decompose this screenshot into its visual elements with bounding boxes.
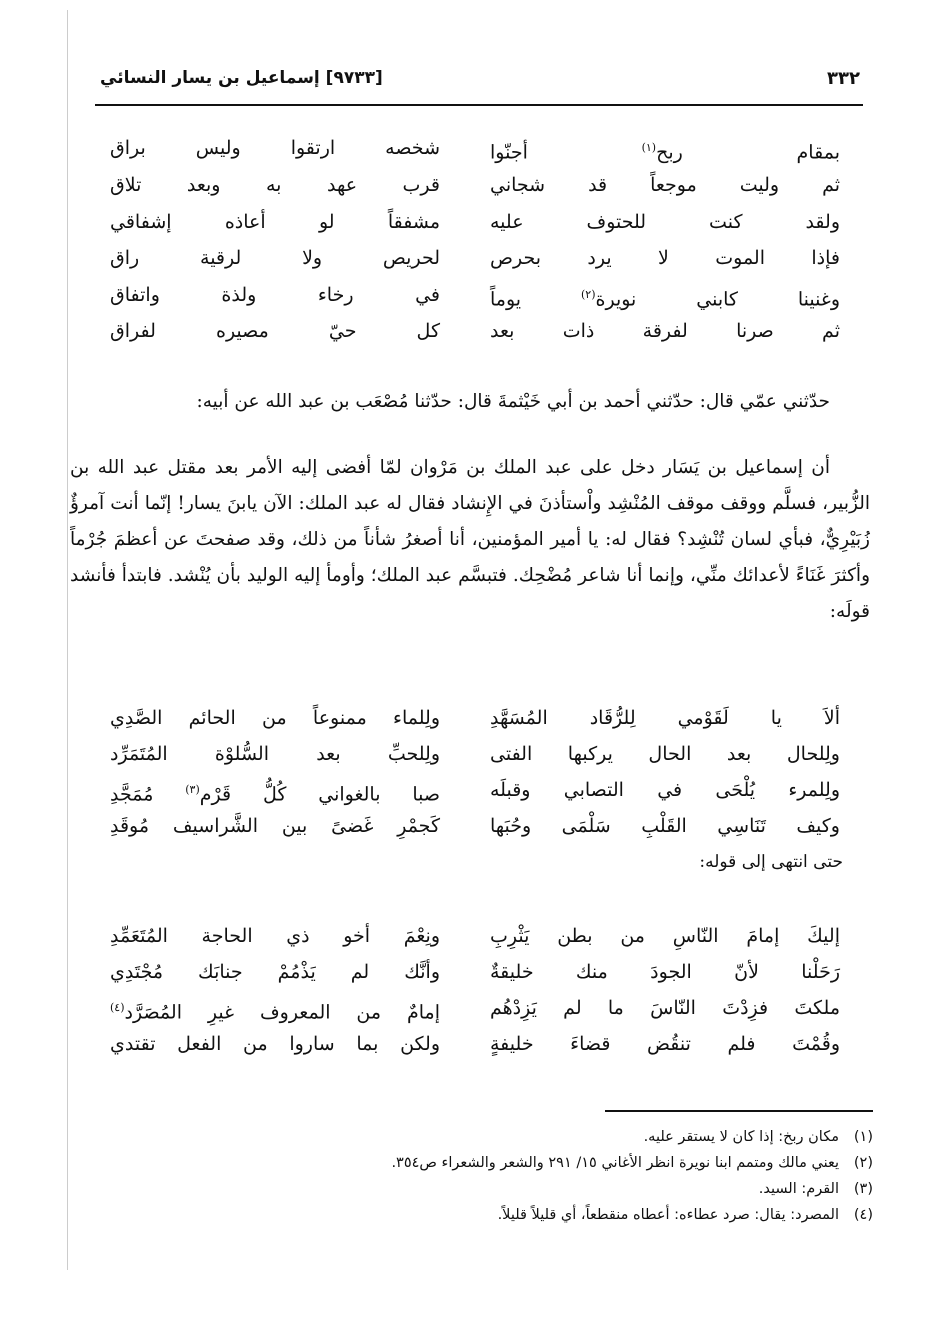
footnote: (١)مكان ربخ: إذا كان لا يستقر عليه.	[643, 1129, 873, 1145]
verse-second-hemistich: كل حيّ مصيره لفراق	[110, 320, 440, 342]
verse-first-hemistich: وغنينا كابني نويرة$^{(٢)}$ يوماً	[490, 288, 840, 311]
verse-line	[0, 772, 948, 808]
verse-line	[0, 130, 948, 166]
verse-first-hemistich: وقُمْتَ فلم تنقُض قضاءَ خليفةٍ	[490, 1033, 840, 1055]
footnote-ref: (٤)	[110, 1001, 125, 1014]
footnote: (٤)المصرد: يقال: صرد عطاءه: أعطاه منقطعاً، أي قليلاً قليلاً.	[497, 1207, 873, 1223]
footnote-rule	[605, 1110, 873, 1112]
verse-second-hemistich: مشفقاً لو أعاذه إشفاقي	[110, 211, 440, 233]
verse-line	[0, 700, 948, 736]
verse-line	[0, 954, 948, 990]
transition-text	[443, 844, 843, 880]
verse-first-hemistich: رَحَلْنا لأنّ الجودَ منك خليقةٌ	[490, 961, 840, 983]
verse-second-hemistich: كَجمْرِ غَضىً بين الشَّراسيف مُوقَدِ	[110, 815, 440, 837]
verse-line	[0, 918, 948, 954]
footnote: (٣)القرم: السيد.	[758, 1181, 873, 1197]
footnote-ref: (١)	[641, 141, 657, 154]
verse-first-hemistich: إليكَ إمامَ النّاسِ من بطن يَثْرِبِ	[490, 925, 840, 947]
verse-line	[0, 204, 948, 240]
verse-first-hemistich: ملكتَ فزِدْتَ النّاسَ ما لم يَزِدْهُم	[490, 997, 840, 1019]
verse-line	[0, 736, 948, 772]
verse-second-hemistich: إمامٌ من المعروف غيرِ المُصَرَّد$^{(٤)}$	[110, 1001, 440, 1024]
verse-second-hemistich: قرب عهد به وبعد تلاق	[110, 174, 440, 196]
verse-second-hemistich: ولكن بما ساروا من الفعل تقتدي	[110, 1033, 440, 1055]
running-title: [٩٧٣٣] إسماعيل بن يسار النسائي	[100, 68, 383, 88]
verse-line	[0, 313, 948, 349]
footnotes	[73, 1124, 873, 1228]
footnote-ref: (٣)	[185, 783, 200, 796]
verse-first-hemistich: ثم صرنا لفرقة ذات بعد	[490, 320, 840, 342]
verse-line	[0, 240, 948, 276]
verse-first-hemistich: فإذا الموت لا يرد بحرص	[490, 247, 840, 269]
verse-second-hemistich: شخصه ارتقوا وليس براق	[110, 137, 440, 159]
header-rule	[95, 104, 863, 106]
verse-line	[0, 277, 948, 313]
verse-first-hemistich: ولِلمرء يُلْحَى في التصابي وقبلَه	[490, 779, 840, 801]
verse-first-hemistich: بمقام ربح$^{(١)}$ أجنّوا	[490, 141, 840, 164]
verse-first-hemistich: ولِلحال بعد الحال يركبها الفتى	[490, 743, 840, 765]
verse-first-hemistich: ثم وليت موجعاً قد شجاني	[490, 174, 840, 196]
footnote-ref: (٢)	[581, 288, 596, 301]
verse-first-hemistich: وكيف تَنَاسِي القَلْبِ سَلْمَى وحُبَها	[490, 815, 840, 837]
verse-second-hemistich: في رخاء ولذة واتفاق	[110, 284, 440, 306]
verse-first-hemistich: ولقد كنت للحتوف عليه	[490, 211, 840, 233]
verse-second-hemistich: ونِعْمَ أخو ذي الحاجة المُتَعَمِّدِ	[110, 925, 440, 947]
verse-second-hemistich: صبا بالغواني كُلُّ قَرْم$^{(٣)}$ مُمَجَّدِ	[110, 783, 440, 806]
verse-line	[0, 808, 948, 844]
verse-second-hemistich: لحريص ولا لرقية راق	[110, 247, 440, 269]
transition-line: حتى انتهى إلى قوله:	[699, 852, 843, 872]
verse-second-hemistich: وأنَّك لم يَذْمُمْ جنابَك مُجْتَدِي	[110, 961, 440, 983]
page-number: ٣٣٢	[827, 68, 860, 89]
prose-isnad	[70, 384, 870, 420]
isnad-paragraph: حدّثني عمّي قال: حدّثني أحمد بن أبي خَيْثمةَ قال: حدّثنا مُصْعَب بن عبد الله عن أبيه:	[196, 391, 830, 412]
verse-line	[0, 167, 948, 203]
verse-second-hemistich: ولِلحبِّ بعد السُّلوْة المُتَمَرِّد	[110, 743, 440, 765]
footnote: (٢)يعني مالك ومتمم ابنا نويرة انظر الأغاني ١٥/ ٢٩١ والشعر والشعراء ص٣٥٤.	[391, 1155, 873, 1171]
verse-first-hemistich: ألاَ يا لَقَوْمي لِلرُّقَاد المُسَهَّدِ	[490, 707, 840, 729]
prose-story	[70, 450, 870, 630]
verse-line	[0, 1026, 948, 1062]
verse-line	[0, 990, 948, 1026]
page-header	[100, 64, 860, 102]
verse-second-hemistich: ولِلماء ممنوعاً من الحائم الصَّدِي	[110, 707, 440, 729]
story-paragraph: أن إسماعيل بن يَسَار دخل على عبد الملك بن مَرْوان لمّا أفضى إليه الأمر بعد مقتل عبد الله بن الزُّبير، فسلَّم ووقف موقف المُنْشِد واْستأذنَ في الإِنشاد فقال له عبد الملك: الآن يابنَ يسار! إنّما أنت آمرؤٌ زُبَيْرِيٌّ، فبأي لسان تُنْشِد؟ فقال له: يا أمير المؤمنين، أنا أصغرُ شأناً من ذلك، وقد صفحتَ عن أعظمَ جُرْماً وأكثرَ غَنَاءً لأعدائك منِّي، وإنما أنا شاعر مُضْحِك. فتبسَّم عبد الملك؛ وأومأ إليه الوليد بأن يُنْشد. فابتدأ فأنشد قولَه:	[70, 457, 870, 622]
